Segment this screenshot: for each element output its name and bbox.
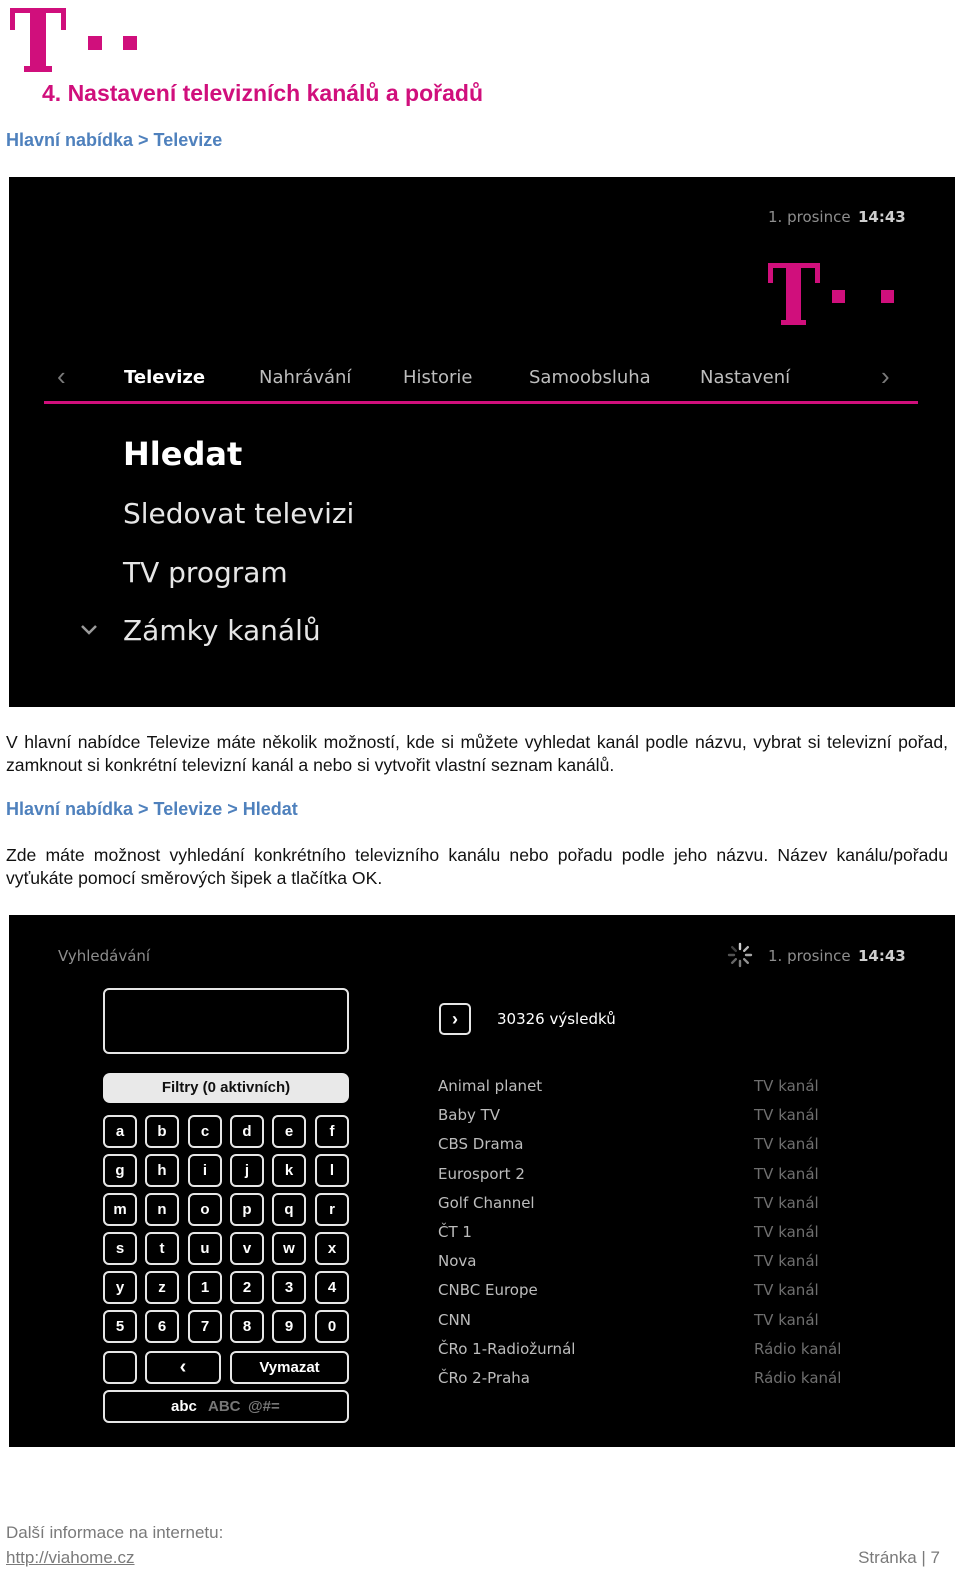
paragraph-search: Zde máte možnost vyhledání konkrétního televizního kanálu nebo pořadu podle jeho názvu. Název kanálu/pořadu vyťukáte pomocí směrových šipek a tlačítka OK. xyxy=(6,845,948,888)
key-g[interactable]: g xyxy=(103,1154,137,1187)
key-p[interactable]: p xyxy=(230,1193,264,1226)
loading-spinner-icon xyxy=(727,942,753,968)
filters-button[interactable]: Filtry (0 aktivních) xyxy=(103,1073,349,1103)
result-type: TV kanál xyxy=(754,1077,819,1095)
result-name[interactable]: ČT 1 xyxy=(438,1223,472,1241)
key-s[interactable]: s xyxy=(103,1232,137,1265)
tab-televize[interactable]: Televize xyxy=(124,367,206,388)
key-v[interactable]: v xyxy=(230,1232,264,1265)
logo-dot xyxy=(88,36,102,50)
empty-key[interactable] xyxy=(103,1351,137,1384)
breadcrumb: Hlavní nabídka > Televize xyxy=(6,130,223,150)
key-m[interactable]: m xyxy=(103,1193,137,1226)
key-7[interactable]: 7 xyxy=(188,1310,222,1343)
key-5[interactable]: 5 xyxy=(103,1310,137,1343)
chevron-right-icon[interactable]: › xyxy=(881,361,890,391)
key-b[interactable]: b xyxy=(145,1115,179,1148)
key-f[interactable]: f xyxy=(315,1115,349,1148)
footer-info: Další informace na internetu: xyxy=(6,1523,224,1542)
menu-item-hledat[interactable]: Hledat xyxy=(123,435,243,473)
chevron-down-icon xyxy=(80,624,98,636)
telekom-logo-tv xyxy=(768,263,898,329)
result-name[interactable]: CBS Drama xyxy=(438,1135,524,1154)
key-2[interactable]: 2 xyxy=(230,1271,264,1304)
mode-lowercase[interactable]: abc xyxy=(171,1398,197,1415)
key-k[interactable]: k xyxy=(272,1154,306,1187)
time-label: 14:43 xyxy=(858,208,906,226)
date-label: 1. prosince xyxy=(768,208,851,226)
key-1[interactable]: 1 xyxy=(188,1271,222,1304)
tab-underline xyxy=(44,401,918,404)
menu-item-sledovat[interactable]: Sledovat televizi xyxy=(123,497,355,530)
result-type: Rádio kanál xyxy=(754,1369,842,1387)
result-type: TV kanál xyxy=(754,1164,819,1183)
result-name[interactable]: Baby TV xyxy=(438,1106,501,1125)
key-t[interactable]: t xyxy=(145,1232,179,1265)
key-l[interactable]: l xyxy=(315,1154,349,1187)
search-input[interactable] xyxy=(103,988,349,1054)
key-z[interactable]: z xyxy=(145,1271,179,1304)
result-name[interactable]: CNN xyxy=(438,1310,471,1329)
key-e[interactable]: e xyxy=(272,1115,306,1148)
date-label: 1. prosince xyxy=(768,947,851,965)
mode-symbols[interactable]: @#= xyxy=(248,1398,280,1415)
key-h[interactable]: h xyxy=(145,1154,179,1187)
key-j[interactable]: j xyxy=(230,1154,264,1187)
key-r[interactable]: r xyxy=(315,1193,349,1226)
result-name[interactable]: Animal planet xyxy=(438,1077,543,1095)
key-3[interactable]: 3 xyxy=(272,1271,306,1304)
key-n[interactable]: n xyxy=(145,1193,179,1226)
result-name[interactable]: Golf Channel xyxy=(438,1193,535,1212)
tv-search-screenshot xyxy=(9,915,955,1447)
key-i[interactable]: i xyxy=(188,1154,222,1187)
search-go-button[interactable]: › xyxy=(439,1003,471,1035)
key-4[interactable]: 4 xyxy=(315,1271,349,1304)
key-x[interactable]: x xyxy=(315,1232,349,1265)
keyboard-mode-bar xyxy=(103,1390,349,1423)
key-6[interactable]: 6 xyxy=(145,1310,179,1343)
key-8[interactable]: 8 xyxy=(230,1310,264,1343)
result-name[interactable]: ČRo 2-Praha xyxy=(438,1369,530,1387)
tv-main-menu-screenshot xyxy=(9,177,955,707)
section-heading: 4. Nastavení televizních kanálů a pořadů xyxy=(42,80,483,106)
logo-dot xyxy=(123,36,137,50)
backspace-key[interactable]: ‹ xyxy=(145,1351,221,1384)
menu-item-zamky[interactable]: Zámky kanálů xyxy=(123,614,321,647)
footer-link[interactable]: http://viahome.cz xyxy=(6,1548,135,1567)
result-type: TV kanál xyxy=(754,1252,819,1271)
key-y[interactable]: y xyxy=(103,1271,137,1304)
result-type: TV kanál xyxy=(754,1310,819,1329)
telekom-logo xyxy=(10,8,66,72)
result-type: TV kanál xyxy=(754,1281,819,1300)
key-o[interactable]: o xyxy=(188,1193,222,1226)
key-0[interactable]: 0 xyxy=(315,1310,349,1343)
mode-uppercase[interactable]: ABC xyxy=(208,1398,241,1415)
delete-key[interactable]: Vymazat xyxy=(230,1351,349,1384)
result-type: TV kanál xyxy=(754,1135,819,1154)
result-type: TV kanál xyxy=(754,1223,819,1241)
key-c[interactable]: c xyxy=(188,1115,222,1148)
paragraph-intro: V hlavní nabídce Televize máte několik možností, kde si můžete vyhledat kanál podle názvu, vybrat si televizní pořad, zamknout si konkrétní televizní kanál a nebo si vytvořit vlastní seznam kanálů. xyxy=(6,732,948,775)
key-a[interactable]: a xyxy=(103,1115,137,1148)
page-number: Stránka | 7 xyxy=(858,1548,940,1567)
result-name[interactable]: ČRo 1-Radiožurnál xyxy=(438,1339,576,1358)
result-type: Rádio kanál xyxy=(754,1339,842,1358)
search-title: Vyhledávání xyxy=(58,947,151,965)
tab-samoobsluha[interactable]: Samoobsluha xyxy=(529,367,651,388)
key-w[interactable]: w xyxy=(272,1232,306,1265)
result-type: TV kanál xyxy=(754,1193,819,1212)
result-name[interactable]: Eurosport 2 xyxy=(438,1164,525,1183)
key-q[interactable]: q xyxy=(272,1193,306,1226)
tab-nahravani[interactable]: Nahrávání xyxy=(259,367,352,388)
result-count: 30326 výsledků xyxy=(497,1010,616,1028)
chevron-left-icon[interactable]: ‹ xyxy=(57,361,66,391)
key-9[interactable]: 9 xyxy=(272,1310,306,1343)
tab-nastaveni[interactable]: Nastavení xyxy=(700,367,791,388)
breadcrumb: Hlavní nabídka > Televize > Hledat xyxy=(6,799,298,819)
menu-item-tv-program[interactable]: TV program xyxy=(123,556,288,589)
key-d[interactable]: d xyxy=(230,1115,264,1148)
result-name[interactable]: CNBC Europe xyxy=(438,1281,538,1300)
key-u[interactable]: u xyxy=(188,1232,222,1265)
tab-historie[interactable]: Historie xyxy=(403,367,473,388)
result-name[interactable]: Nova xyxy=(438,1252,477,1271)
result-type: TV kanál xyxy=(754,1106,819,1125)
time-label: 14:43 xyxy=(858,947,906,965)
